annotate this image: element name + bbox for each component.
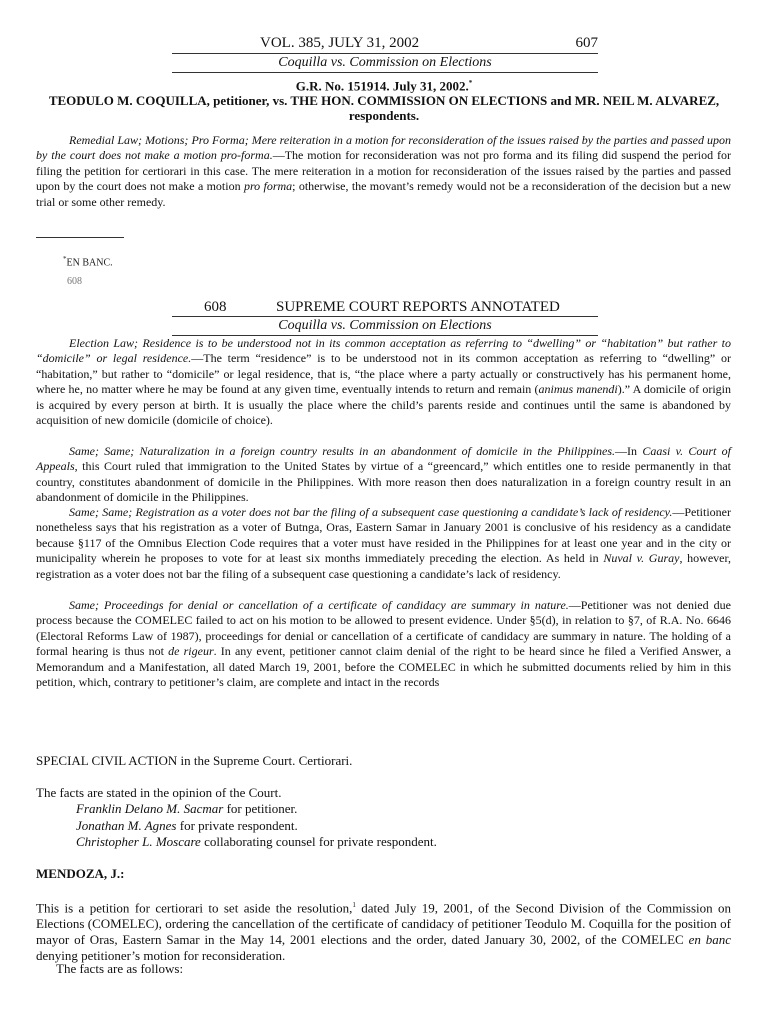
syllabus-paragraph: Election Law; Residence is to be understood not in its common acceptation as referring to “dwelling” or “habitation” but rather to “domicile” or legal residence.—The term “residence” is to be understood not in its common acceptation as referring to “dwelling” or “habitation,” but rather to “domicile” or legal residence, that is, “the place where a party actually or constructively has his permanent home, where he, no matter where he may be found at any given time, eventually intends to return and remain (animus manendi).” A domicile of origin is acquired by every person at birth. It is usually the place where the child’s parents reside and continues until the same is abandoned by acquisition of new domicile (domicile of choice). [36,336,731,428]
gr-number: G.R. No. 151914. July 31, 2002.* [295,78,473,94]
header-rule [172,53,598,54]
special-civil-action: SPECIAL CIVIL ACTION in the Supreme Court. Certiorari. [36,753,353,768]
volume-label: VOL. 385, JULY 31, 2002 [260,35,420,51]
header-rule [172,316,598,317]
opening-paragraph: This is a petition for certiorari to set aside the resolution,$^1$ dated July 19, 2001, of the Second Division of the Commission on Elections (COMELEC), ordering the cancellation of the certificate of candidacy of petitioner Teodulo M. Coquilla for the position of mayor of Oras, Eastern Samar in the May 14, 2001 elections and the order, dated January 30, 2002, of the COMELEC en banc denying petitioner’s motion for reconsideration. [36,900,731,964]
syllabus-paragraph: Same; Proceedings for denial or cancellation of a certificate of candidacy are summary in nature.—Petitioner was not denied due process because the COMELEC failed to act on his motion to be allowed to present evidence. Under §5(d), in relation to §7, of R.A. No. 6646 (Electoral Reforms Law of 1987), proceedings for denial or cancellation of a certificate of candidacy are summary in nature. The holding of a formal hearing is thus not de rigeur. In any event, petitioner cannot claim denial of the right to be heard since he filed a Verified Answer, a Memorandum and a Manifestation, all dated March 19, 2001, before the COMELEC in which he submitted documents relied by him in this petition, which, contrary to petitioner’s claim, are complete and intact in the records [36,598,732,690]
footnote: *EN BANC. [63,255,113,269]
syllabus-paragraph: Remedial Law; Motions; Pro Forma; Mere reiteration in a motion for reconsideration of the issues raised by the parties and passed upon by the court does not make a motion pro-forma.—The motion for reconsideration was not pro forma and its filing did suspend the period for filing the petition for certiorari in this case. The mere reiteration in a motion for reconsideration of the issues raised by the parties and passed upon by the court does not make a motion pro forma; otherwise, the movant’s remedy would not be a reconsideration of the decision but a new trial or some other remedy. [36,133,731,209]
reporter-title: SUPREME COURT REPORTS ANNOTATED [276,299,560,315]
counsel-line: Jonathan M. Agnes for private respondent. [76,818,298,833]
case-title-header: Coquilla vs. Commission on Elections [278,55,492,70]
syllabus-paragraph: Same; Same; Naturalization in a foreign country results in an abandonment of domicile in the Philippines.—In Caasi v. Court of Appeals, this Court ruled that immigration to the United States by virtue of a “greencard,” which entitles one to reside permanently in that country, constitutes abandonment of domicile in the Philippines. With more reason then does naturalization in a foreign country result in an abandonment of domicile in the Philippines. [36,444,731,505]
case-title-header: Coquilla vs. Commission on Elections [278,318,492,333]
syllabus-paragraph: Same; Same; Registration as a voter does not bar the filing of a subsequent case questioning a candidate’s lack of residency.—Petitioner nonetheless says that his registration as a voter of Butnga, Oras, Eastern Samar in January 2001 is conclusive of his residency as a candidate because §117 of the Omnibus Election Code requires that a voter must have resided in the Philippines for at least one year and in the city or municipality wherein he proposes to vote for at least six months immediately preceding the election. As held in Nuval v. Guray, however, registration as a voter does not bar the filing of a subsequent case questioning a candidate’s lack of residency. [36,505,732,581]
footnote-rule [36,237,124,238]
facts-follow: The facts are as follows: [56,961,184,976]
page-number: 608 [204,299,227,315]
page-number: 607 [575,35,598,51]
counsel-line: Franklin Delano M. Sacmar for petitioner. [76,801,298,816]
header-rule [172,72,598,73]
case-parties: TEODULO M. COQUILLA, petitioner, vs. THE HON. COMMISSION ON ELECTIONS and MR. NEIL M. ALVAREZ, respondents. [48,93,720,123]
counsel-line: Christopher L. Moscare collaborating counsel for private respondent. [76,834,437,849]
page-marker: 608 [67,276,82,287]
facts-stated: The facts are stated in the opinion of the Court. [36,785,282,800]
ponente: MENDOZA, J.: [36,866,125,881]
